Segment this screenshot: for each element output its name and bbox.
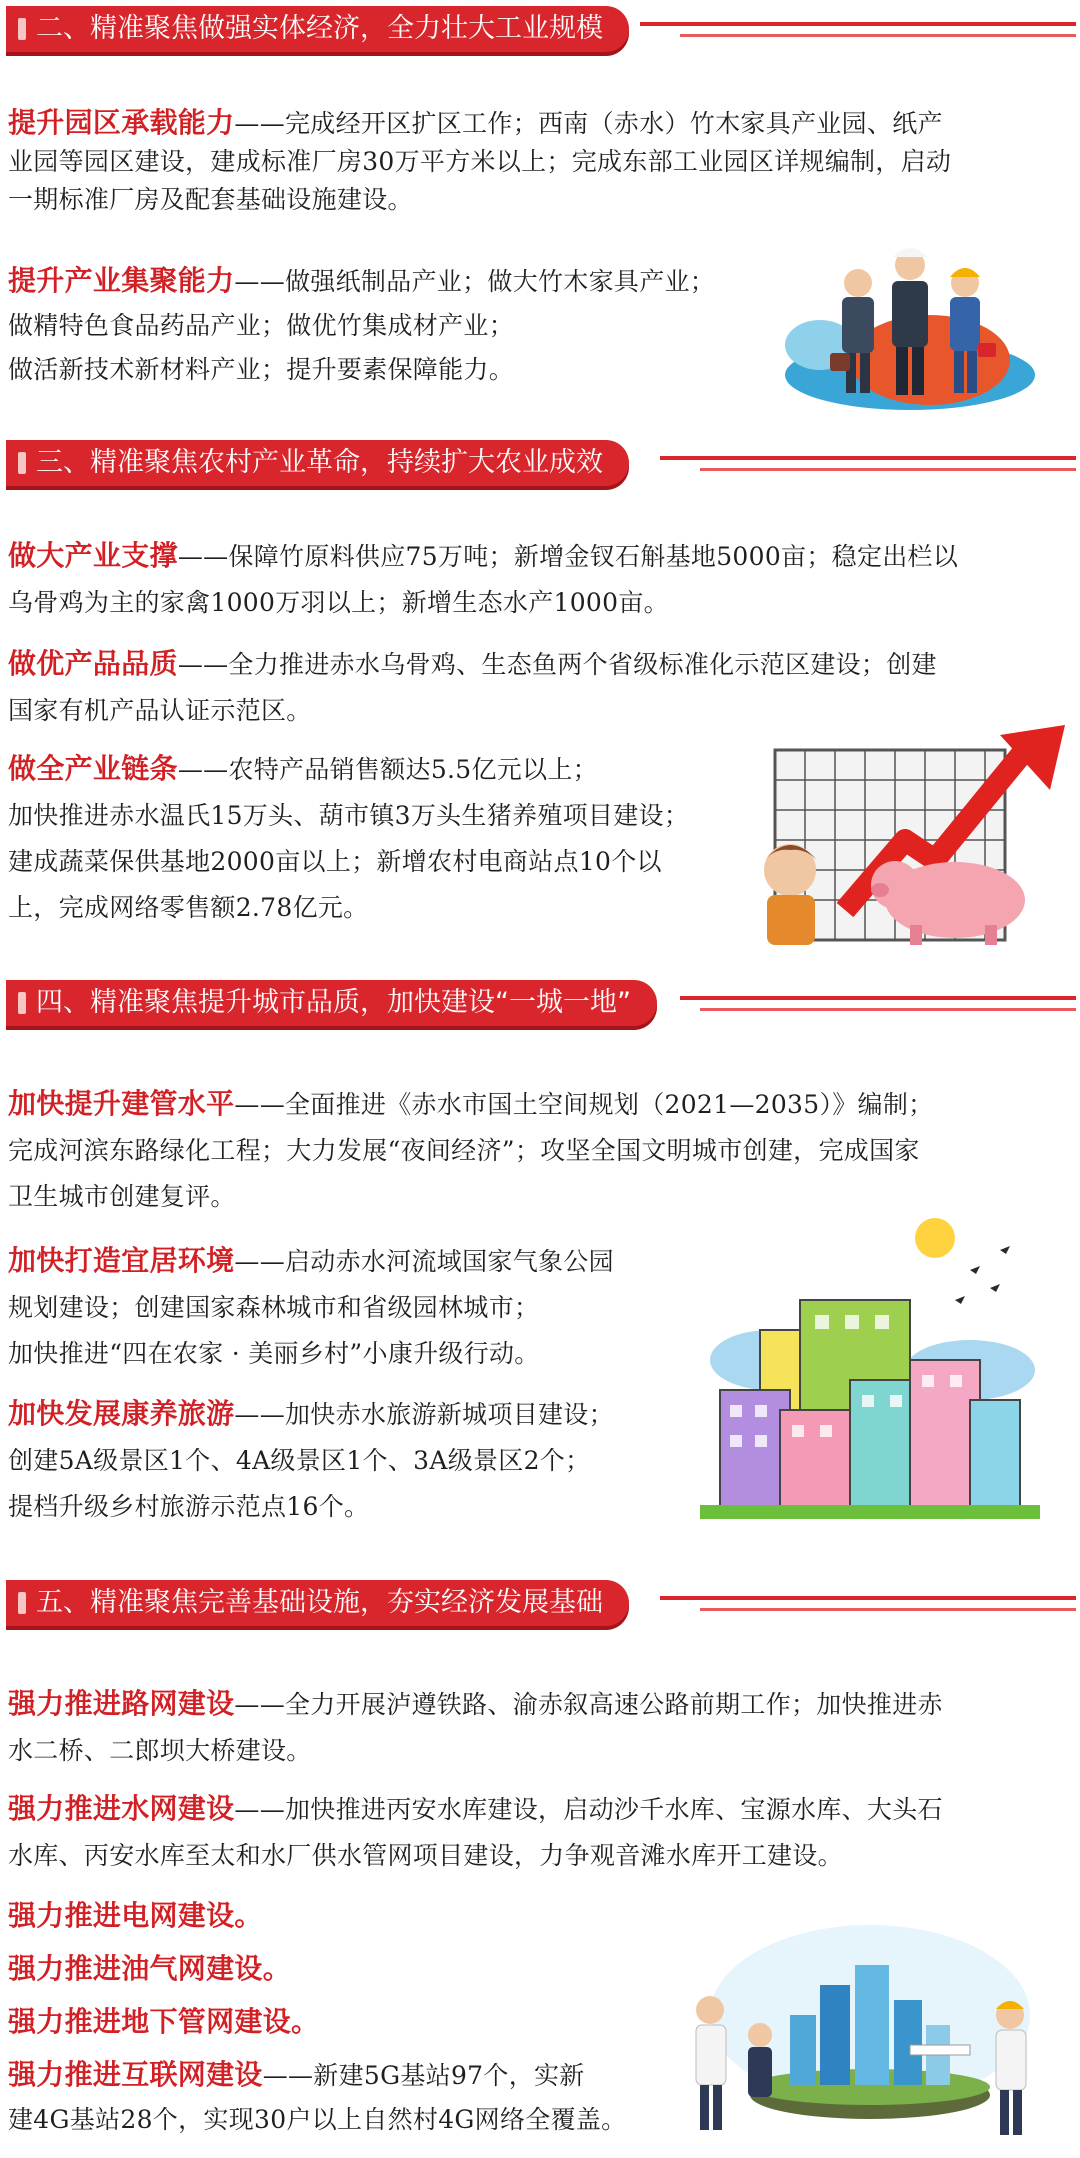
- paragraph-text: ——启动赤水河流域国家气象公园: [234, 1247, 614, 1276]
- banner-line: [700, 1608, 1076, 1611]
- section-title: 四、精准聚焦提升城市品质，加快建设“一城一地”: [6, 980, 657, 1026]
- paragraph-heading: 强力推进地下管网建设。: [8, 2005, 320, 2038]
- paragraph-text: 加快推进赤水温氏15万头、葫市镇3万头生猪养殖项目建设；: [8, 801, 690, 830]
- paragraph-text: ——全力开展泸遵铁路、渝赤叙高速公路前期工作；加快推进赤: [234, 1690, 943, 1719]
- paragraph-text: 国家有机产品认证示范区。: [8, 696, 312, 725]
- section-title: 二、精准聚焦做强实体经济，全力壮大工业规模: [6, 6, 629, 52]
- paragraph: [8, 1395, 614, 1526]
- paragraph-text: 上，完成网络零售额2.78亿元。: [8, 893, 369, 922]
- section-title: 五、精准聚焦完善基础设施，夯实经济发展基础: [6, 1580, 629, 1626]
- paragraph-text: ——新建5G基站97个，实新: [262, 2061, 585, 2090]
- paragraph: [8, 262, 715, 389]
- paragraph-heading: 加快提升建管水平: [8, 1087, 235, 1120]
- paragraph-heading: 加快发展康养旅游: [8, 1397, 235, 1430]
- paragraph-text: 水二桥、二郎坝大桥建设。: [8, 1736, 312, 1765]
- paragraph-text: 加快推进“四在农家 · 美丽乡村”小康升级行动。: [8, 1339, 540, 1368]
- paragraph: [8, 750, 689, 927]
- paragraph: [8, 2056, 626, 2139]
- paragraph-text: 业园等园区建设，建成标准厂房30万平方米以上；完成东部工业园区详规编制，启动: [8, 147, 952, 176]
- paragraph-heading: 加快打造宜居环境: [8, 1244, 235, 1277]
- paragraph: [8, 1085, 933, 1216]
- paragraph-text: 提档升级乡村旅游示范点16个。: [8, 1492, 370, 1521]
- paragraph-heading: 强力推进电网建设。: [8, 1899, 263, 1932]
- paragraph-text: 建成蔬菜保供基地2000亩以上；新增农村电商站点10个以: [8, 847, 662, 876]
- paragraph-text: 做精特色食品药品产业；做优竹集成材产业；: [8, 311, 515, 340]
- paragraph: [8, 537, 958, 622]
- paragraph-text: 创建5A级景区1个、4A级景区1个、3A级景区2个；: [8, 1446, 591, 1475]
- paragraph: [8, 645, 937, 730]
- paragraph-text: 规划建设；创建国家森林城市和省级园林城市；: [8, 1293, 540, 1322]
- paragraph: [8, 1897, 263, 1936]
- banner-line: [660, 456, 1076, 460]
- paragraph-text: ——完成经开区扩区工作；西南（赤水）竹木家具产业园、纸产: [234, 109, 943, 138]
- banner-line: [680, 996, 1076, 1000]
- paragraph-text: 卫生城市创建复评。: [8, 1182, 236, 1211]
- section-title: 三、精准聚焦农村产业革命，持续扩大农业成效: [6, 440, 629, 486]
- paragraph: [8, 1790, 943, 1875]
- paragraph-text: ——农特产品销售额达5.5亿元以上；: [177, 755, 598, 784]
- workers-illustration: [780, 225, 1040, 415]
- banner-line: [700, 1008, 1076, 1011]
- paragraph-heading: 强力推进路网建设: [8, 1687, 235, 1720]
- section-banner-5: [0, 1580, 1080, 1634]
- paragraph-text: 水库、丙安水库至太和水厂供水管网项目建设，力争观音滩水库开工建设。: [8, 1841, 843, 1870]
- infrastructure-illustration: [660, 1905, 1060, 2150]
- banner-line: [680, 34, 1076, 37]
- paragraph-text: ——加快推进丙安水库建设，启动沙千水库、宝源水库、大头石: [234, 1795, 943, 1824]
- section-banner-2: [0, 6, 1080, 60]
- paragraph-text: 建4G基站28个，实现30户以上自然村4G网络全覆盖。: [8, 2105, 627, 2134]
- paragraph: [8, 1685, 943, 1770]
- paragraph-heading: 强力推进油气网建设。: [8, 1952, 292, 1985]
- city-buildings-illustration: [700, 1210, 1040, 1530]
- paragraph: [8, 1950, 291, 1989]
- growth-chart-illustration: [745, 720, 1075, 950]
- paragraph-text: ——做强纸制品产业；做大竹木家具产业；: [234, 267, 716, 296]
- paragraph-text: 一期标准厂房及配套基础设施建设。: [8, 185, 413, 214]
- section-banner-3: [0, 440, 1080, 494]
- paragraph-heading: 提升园区承载能力: [8, 106, 235, 139]
- paragraph-text: ——全面推进《赤水市国土空间规划（2021—2035）》编制；: [234, 1090, 934, 1119]
- section-banner-4: [0, 980, 1080, 1034]
- paragraph: [8, 104, 951, 219]
- paragraph-heading: 做大产业支撑: [8, 539, 178, 572]
- paragraph-text: ——加快赤水旅游新城项目建设；: [234, 1400, 614, 1429]
- paragraph-text: 完成河滨东路绿化工程；大力发展“夜间经济”；攻坚全国文明城市创建，完成国家: [8, 1136, 920, 1165]
- paragraph: [8, 1242, 614, 1373]
- paragraph-heading: 提升产业集聚能力: [8, 264, 235, 297]
- paragraph-text: ——全力推进赤水乌骨鸡、生态鱼两个省级标准化示范区建设；创建: [177, 650, 937, 679]
- paragraph-heading: 强力推进互联网建设: [8, 2058, 263, 2091]
- paragraph: [8, 2003, 319, 2042]
- paragraph-text: 做活新技术新材料产业；提升要素保障能力。: [8, 355, 515, 384]
- paragraph-text: 乌骨鸡为主的家禽1000万羽以上；新增生态水产1000亩。: [8, 588, 669, 617]
- banner-line: [700, 468, 1076, 471]
- paragraph-text: ——保障竹原料供应75万吨；新增金钗石斛基地5000亩；稳定出栏以: [177, 542, 959, 571]
- paragraph-heading: 做全产业链条: [8, 752, 178, 785]
- banner-line: [640, 22, 1076, 26]
- paragraph-heading: 做优产品品质: [8, 647, 178, 680]
- banner-line: [660, 1596, 1076, 1600]
- paragraph-heading: 强力推进水网建设: [8, 1792, 235, 1825]
